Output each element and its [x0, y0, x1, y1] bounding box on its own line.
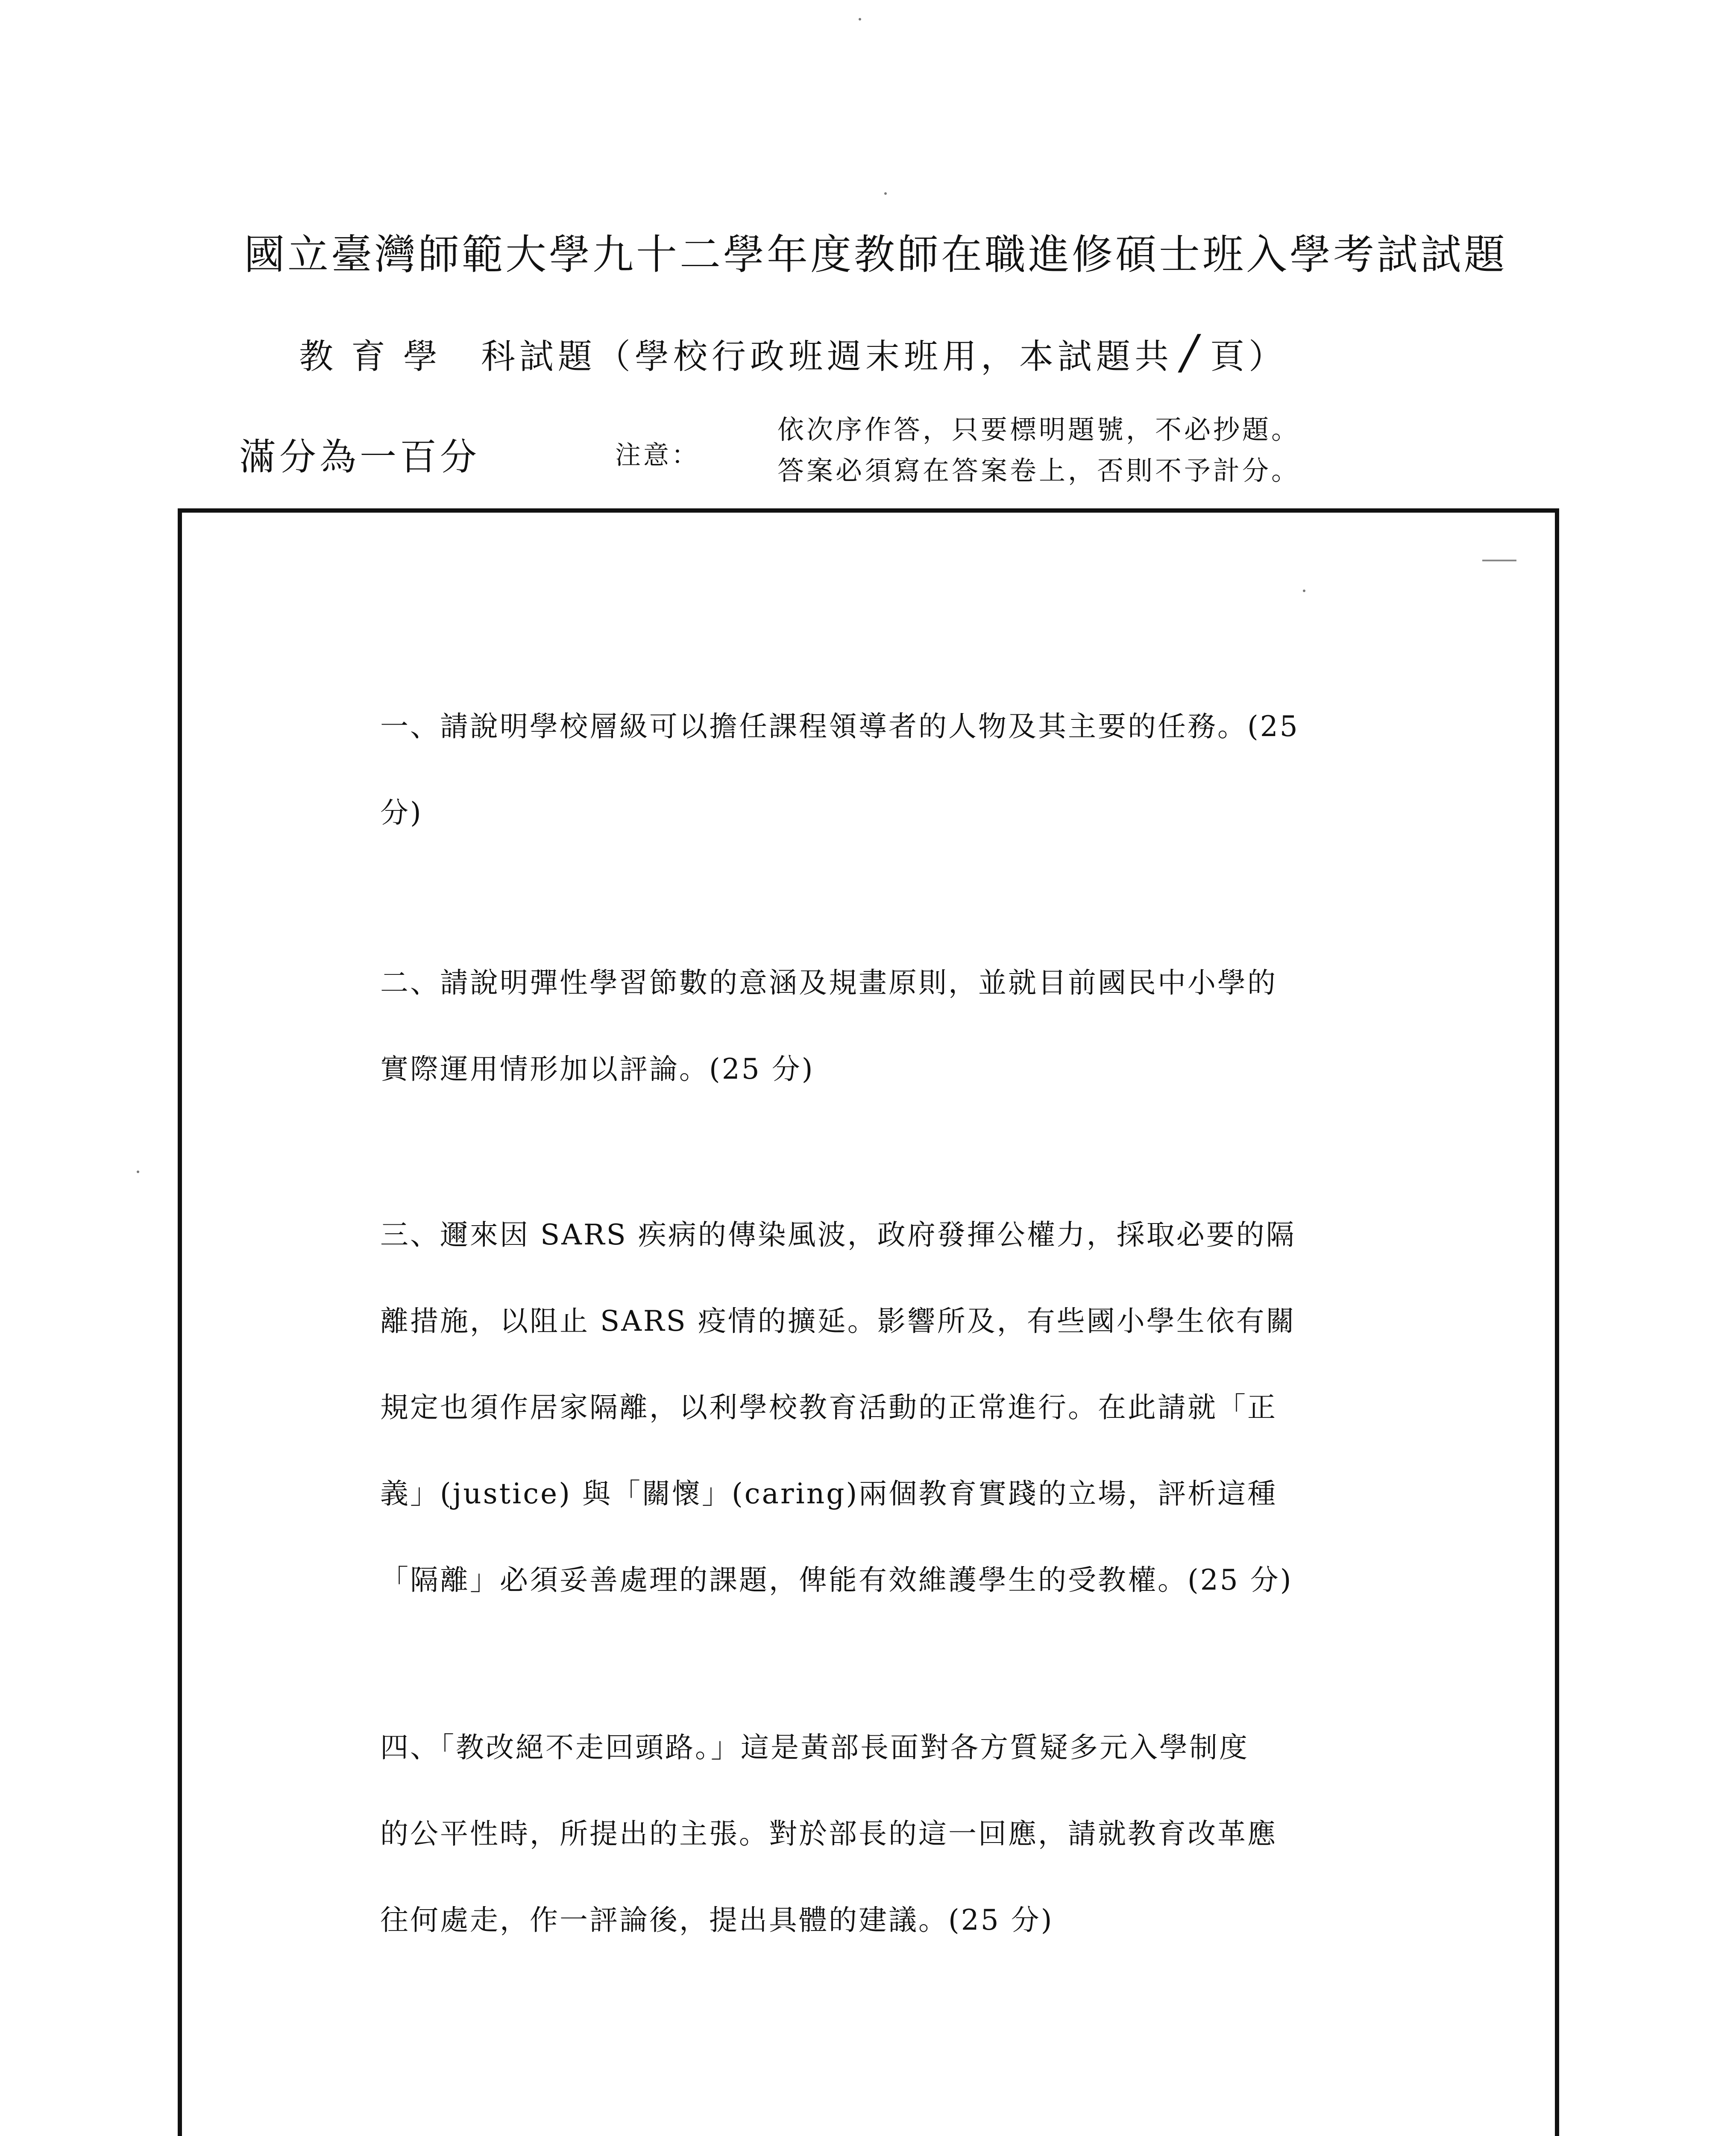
full-score: 滿分為一百分: [239, 436, 480, 478]
question-line: 四、「教改絕不走回頭路。」這是黃部長面對各方質疑多元入學制度: [380, 1731, 1249, 1764]
question-line: 離措施，以阻止 SARS 疫情的擴延。影響所及，有些國小學生依有關: [380, 1305, 1296, 1338]
subject-suffix: 科試題（學校行政班週末班用，本試題共: [481, 337, 1173, 376]
question-3: [380, 1192, 1375, 1623]
question-line: 實際運用情形加以評論。(25 分): [380, 1053, 815, 1086]
question-4: [380, 1705, 1375, 1963]
question-line: 二、請說明彈性學習節數的意涵及規畫原則，並就目前國民中小學的: [380, 966, 1277, 999]
scan-speck: [1303, 590, 1305, 592]
exam-subtitle: [299, 325, 1287, 379]
question-line: 一、請說明學校層級可以擔任課程領導者的人物及其主要的任務。(25: [380, 710, 1299, 743]
question-line: 的公平性時，所提出的主張。對於部長的這一回應，請就教育改革應: [380, 1817, 1277, 1850]
note-line: 答案必須寫在答案卷上，否則不予計分。: [777, 455, 1301, 486]
note-label: 注意：: [615, 440, 700, 470]
scan-speck: [137, 1171, 139, 1173]
question-line: 分): [380, 796, 423, 829]
scan-speck: [859, 18, 861, 21]
scan-mark: [1482, 560, 1516, 561]
page-unit: 頁）: [1210, 337, 1287, 376]
question-1: [380, 684, 1375, 856]
subject-name: 教育學: [299, 337, 455, 376]
question-2: [380, 940, 1375, 1112]
question-line: 往何處走，作一評論後，提出具體的建議。(25 分): [380, 1904, 1054, 1936]
question-line: 「隔離」必須妥善處理的課題，俾能有效維護學生的受教權。(25 分): [380, 1564, 1293, 1596]
note-line: 依次序作答，只要標明題號，不必抄題。: [777, 414, 1301, 445]
question-line: 規定也須作居家隔離，以利學校教育活動的正常進行。在此請就「正: [380, 1391, 1277, 1424]
scan-speck: [884, 192, 887, 195]
question-line: 義」(justice) 與「關懷」(caring)兩個教育實踐的立場，評析這種: [380, 1477, 1278, 1510]
notes: [777, 409, 1300, 491]
question-line: 三、邇來因 SARS 疾病的傳染風波，政府發揮公權力，採取必要的隔: [380, 1218, 1296, 1251]
page-count: /: [1182, 325, 1202, 379]
exam-title: 國立臺灣師範大學九十二學年度教師在職進修碩士班入學考試試題: [244, 231, 1507, 279]
